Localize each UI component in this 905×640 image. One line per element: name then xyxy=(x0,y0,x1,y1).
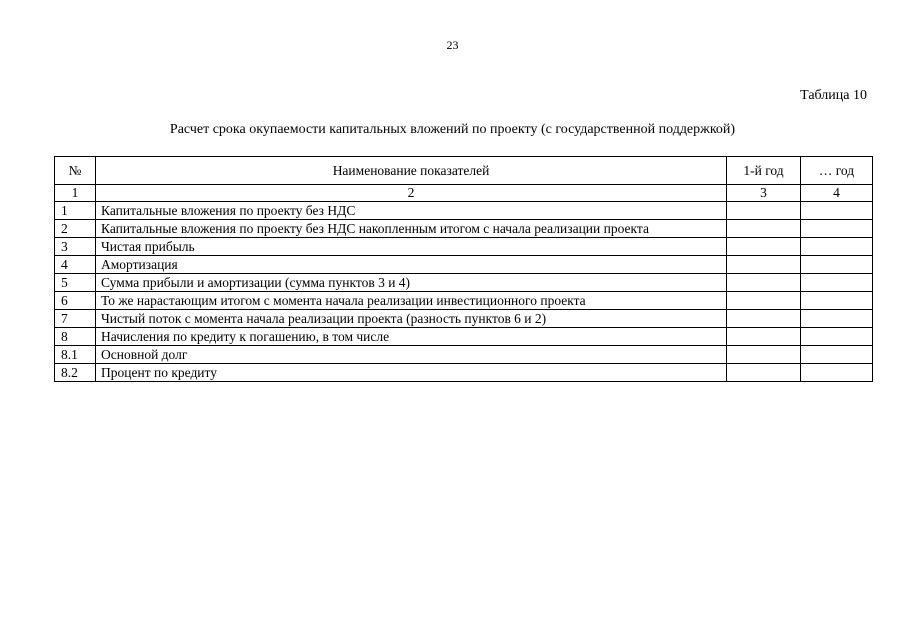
row-year-n-cell xyxy=(801,364,873,382)
row-number-cell: 6 xyxy=(55,292,96,310)
row-year-n-cell xyxy=(801,310,873,328)
column-number-3: 3 xyxy=(727,185,801,202)
header-number: № xyxy=(55,157,96,185)
row-year-n-cell xyxy=(801,346,873,364)
table-row xyxy=(55,346,873,364)
table-row xyxy=(55,274,873,292)
row-year-n-cell xyxy=(801,274,873,292)
row-year-1-cell xyxy=(727,346,801,364)
column-number-2: 2 xyxy=(96,185,727,202)
row-year-n-cell xyxy=(801,202,873,220)
row-number-cell: 3 xyxy=(55,238,96,256)
row-number-cell: 7 xyxy=(55,310,96,328)
row-number-cell: 2 xyxy=(55,220,96,238)
table-title: Расчет срока окупаемости капитальных вложений по проекту (с государственной поддержкой) xyxy=(169,122,736,137)
table-row xyxy=(55,310,873,328)
row-name-cell: Основной долг xyxy=(96,346,727,364)
row-name-cell: Капитальные вложения по проекту без НДС xyxy=(96,202,727,220)
row-year-n-cell xyxy=(801,328,873,346)
table-body xyxy=(55,202,873,382)
row-number-cell: 1 xyxy=(55,202,96,220)
table-row xyxy=(55,364,873,382)
table-row xyxy=(55,256,873,274)
table-row xyxy=(55,220,873,238)
row-name-cell: Начисления по кредиту к погашению, в том числе xyxy=(96,328,727,346)
row-year-1-cell xyxy=(727,202,801,220)
column-number-row xyxy=(55,185,873,202)
row-number-cell: 5 xyxy=(55,274,96,292)
row-name-cell: То же нарастающим итогом с момента начала реализации инвестиционного проекта xyxy=(96,292,727,310)
payback-table xyxy=(54,156,873,382)
page-number: 23 xyxy=(446,38,459,52)
row-year-1-cell xyxy=(727,364,801,382)
row-number-cell: 8.2 xyxy=(55,364,96,382)
row-year-1-cell xyxy=(727,292,801,310)
row-name-cell: Чистая прибыль xyxy=(96,238,727,256)
header-year-n: … год xyxy=(801,157,873,185)
table-row xyxy=(55,328,873,346)
row-name-cell: Процент по кредиту xyxy=(96,364,727,382)
row-year-1-cell xyxy=(727,328,801,346)
table-row xyxy=(55,292,873,310)
row-year-1-cell xyxy=(727,220,801,238)
table-row xyxy=(55,202,873,220)
header-year-1: 1-й год xyxy=(727,157,801,185)
row-year-n-cell xyxy=(801,292,873,310)
row-year-n-cell xyxy=(801,238,873,256)
header-indicator-name: Наименование показателей xyxy=(96,157,727,185)
row-year-1-cell xyxy=(727,238,801,256)
column-number-4: 4 xyxy=(801,185,873,202)
row-year-1-cell xyxy=(727,256,801,274)
row-year-n-cell xyxy=(801,256,873,274)
row-number-cell: 4 xyxy=(55,256,96,274)
table-header-row xyxy=(55,157,873,185)
row-year-1-cell xyxy=(727,274,801,292)
row-name-cell: Амортизация xyxy=(96,256,727,274)
row-name-cell: Сумма прибыли и амортизации (сумма пунктов 3 и 4) xyxy=(96,274,727,292)
table-label: Таблица 10 xyxy=(800,88,867,103)
row-number-cell: 8 xyxy=(55,328,96,346)
row-year-n-cell xyxy=(801,220,873,238)
row-name-cell: Капитальные вложения по проекту без НДС накопленным итогом с начала реализации проекта xyxy=(96,220,727,238)
column-number-1: 1 xyxy=(55,185,96,202)
row-number-cell: 8.1 xyxy=(55,346,96,364)
row-year-1-cell xyxy=(727,310,801,328)
row-name-cell: Чистый поток с момента начала реализации проекта (разность пунктов 6 и 2) xyxy=(96,310,727,328)
table-row xyxy=(55,238,873,256)
